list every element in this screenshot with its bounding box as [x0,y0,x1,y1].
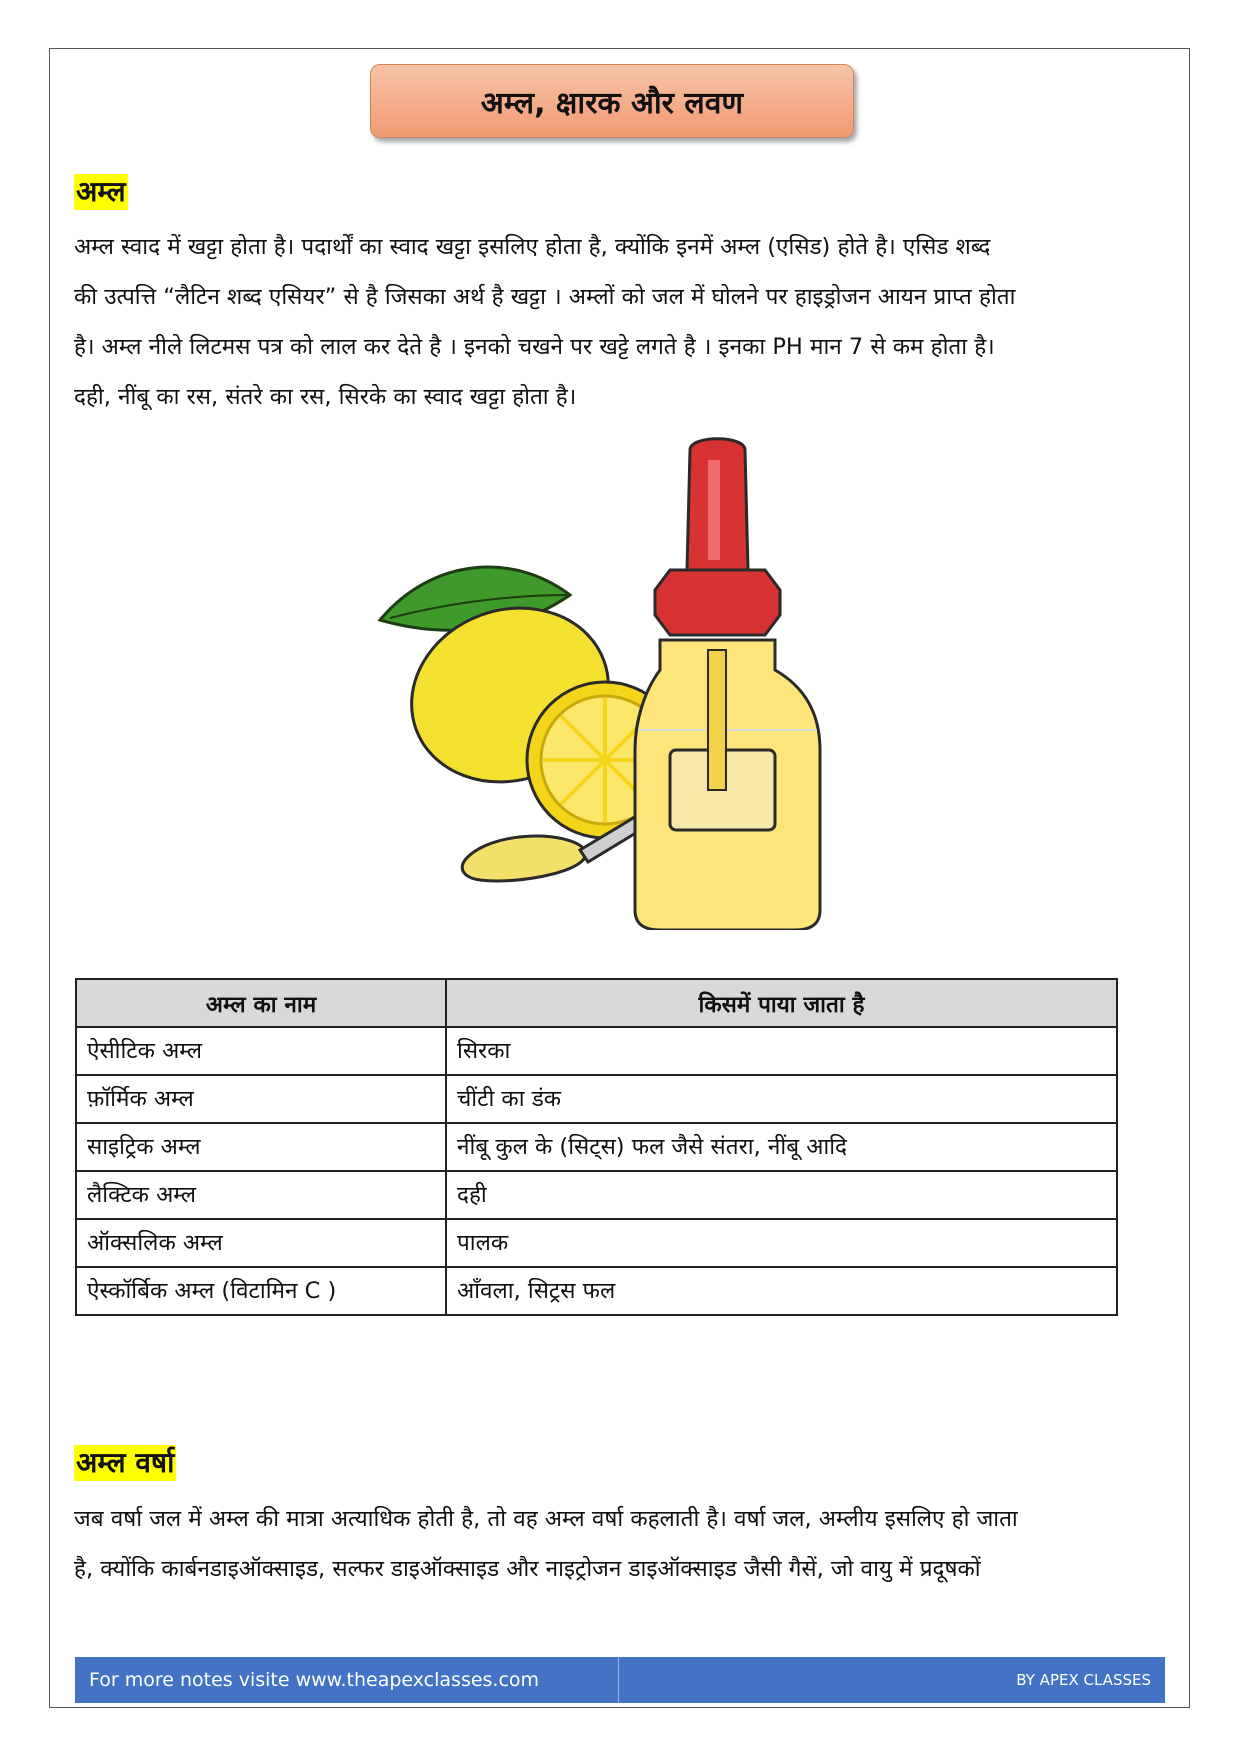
footer-bar [75,1657,1165,1703]
acids-table [75,978,1118,1316]
source-cell: दही [446,1171,1117,1219]
column-header-acid-name: अम्ल का नाम [76,979,446,1027]
table-header-row [76,979,1117,1027]
acid-name-cell: फ़ॉर्मिक अम्ल [76,1075,446,1123]
paragraph-line: की उत्पत्ति “लैटिन शब्द एसियर” से है जिसका अर्थ है खट्टा । अम्लों को जल में घोलने पर हाइड्रोजन आयन प्राप्त होता [74,284,1016,310]
page-title: अम्ल, क्षारक और लवण [480,85,744,121]
acid-name-cell: साइट्रिक अम्ल [76,1123,446,1171]
lemon-dropper-illustration [370,430,870,930]
table-row [76,1123,1117,1171]
source-cell: नींबू कुल के (सिट्स) फल जैसे संतरा, नींबू आदि [446,1123,1117,1171]
paragraph-line: है, क्योंकि कार्बनडाइऑक्साइड, सल्फर डाइऑक्साइड और नाइट्रोजन डाइऑक्साइड जैसी गैसें, जो वायु में प्रदूषकों [74,1556,981,1582]
acid-rain-paragraph [74,1494,1164,1594]
acid-name-cell: ऐस्कॉर्बिक अम्ल (विटामिन C ) [76,1267,446,1315]
source-cell: पालक [446,1219,1117,1267]
table-row [76,1171,1117,1219]
table-row [76,1027,1117,1075]
acid-name-cell: ऑक्सलिक अम्ल [76,1219,446,1267]
acid-name-cell: लैक्टिक अम्ल [76,1171,446,1219]
table-row [76,1075,1117,1123]
section-heading-acid: अम्ल [76,175,126,208]
acid-name-cell: ऐसीटिक अम्ल [76,1027,446,1075]
source-cell: आँवला, सिट्रस फल [446,1267,1117,1315]
footer-brand-text: BY APEX CLASSES [1016,1671,1151,1689]
title-banner [370,64,854,138]
paragraph-line: जब वर्षा जल में अम्ल की मात्रा अत्याधिक होती है, तो वह अम्ल वर्षा कहलाती है। वर्षा जल, अम्लीय इसलिए हो जाता [74,1506,1018,1532]
column-header-source: किसमें पाया जाता है [446,979,1117,1027]
table-row [76,1267,1117,1315]
section-heading-acid-rain: अम्ल वर्षा [76,1446,175,1479]
table-row [76,1219,1117,1267]
paragraph-line: दही, नींबू का रस, संतरे का रस, सिरके का स्वाद खट्टा होता है। [74,384,577,410]
acid-paragraph [74,222,1164,422]
paragraph-line: अम्ल स्वाद में खट्टा होता है। पदार्थों का स्वाद खट्टा इसलिए होता है, क्योंकि इनमें अम्ल (एसिड) होते है। एसिड शब्द [74,234,991,260]
paragraph-line: है। अम्ल नीले लिटमस पत्र को लाल कर देते है । इनको चखने पर खट्टे लगते है । इनका PH मान 7 से कम होता है। [74,334,995,360]
source-cell: चींटी का डंक [446,1075,1117,1123]
source-cell: सिरका [446,1027,1117,1075]
footer-website-text: For more notes visite www.theapexclasses.com [75,1657,619,1703]
